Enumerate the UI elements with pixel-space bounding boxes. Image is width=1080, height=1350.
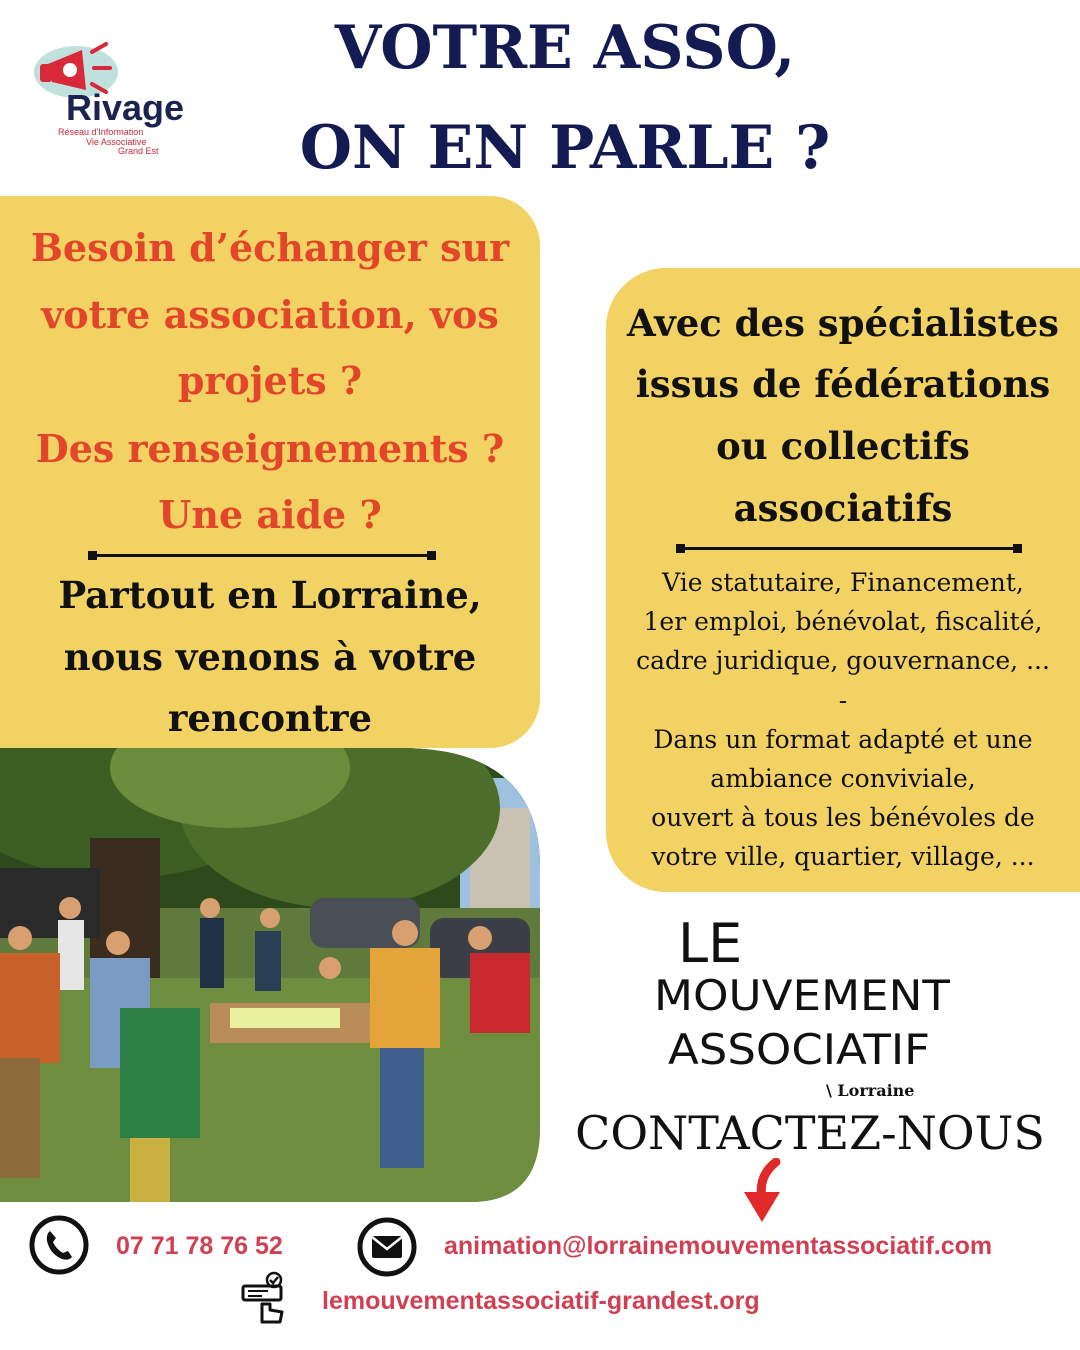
down-arrow-icon — [736, 1158, 796, 1226]
email-link[interactable]: animation@lorrainemouvementassociatif.com — [444, 1232, 993, 1260]
rivage-logo — [26, 28, 196, 158]
logo-ma-region: \ Lorraine — [826, 1081, 915, 1100]
right-body-line-1: Vie statutaire, Financement, — [662, 568, 1024, 597]
question-line-2: votre association, vos — [41, 292, 499, 337]
website-link[interactable]: lemouvementassociatif-grandest.org — [322, 1287, 760, 1315]
title-line-2: ON EN PARLE ? — [299, 113, 831, 183]
rivage-tagline-3: Grand Est — [118, 146, 159, 156]
right-divider — [680, 547, 1018, 550]
envelope-icon — [356, 1216, 418, 1278]
right-body-line-2: 1er emploi, bénévolat, fiscalité, — [643, 607, 1043, 636]
website-checklist-icon — [240, 1270, 290, 1330]
megaphone-icon — [26, 28, 196, 158]
right-heading-line-3: ou collectifs — [716, 424, 970, 468]
right-heading-line-2: issus de fédérations — [635, 362, 1051, 406]
contact-us-heading: CONTACTEZ-NOUS — [575, 1106, 1045, 1160]
question-line-1: Besoin d’échanger sur — [30, 225, 510, 270]
phone-icon — [28, 1214, 90, 1276]
question-line-4: Des renseignements ? — [35, 426, 505, 471]
right-body-line-4: - — [838, 686, 848, 715]
right-body-line-3: cadre juridique, gouvernance, ... — [636, 646, 1050, 675]
logo-ma-line-3: ASSOCIATIF — [668, 1025, 930, 1074]
phone-number-link[interactable]: 07 71 78 76 52 — [116, 1232, 283, 1260]
left-bottom-line-1: Partout en Lorraine, — [58, 573, 482, 617]
right-heading-line-4: associatifs — [733, 486, 953, 530]
left-divider — [92, 554, 432, 557]
logo-ma-line-1: LE — [678, 912, 743, 975]
left-bottom-line-3: rencontre — [167, 696, 373, 740]
left-bottom-line-2: nous venons à votre — [63, 635, 477, 679]
right-body-line-8: votre ville, quartier, village, ... — [651, 842, 1035, 871]
right-body-line-5: Dans un format adapté et une — [653, 725, 1033, 754]
question-line-3: projets ? — [177, 358, 363, 403]
rivage-tagline-2: Vie Associative — [86, 137, 147, 147]
right-body-line-6: ambiance conviviale, — [710, 764, 976, 793]
rivage-logo-name: Rivage — [66, 87, 185, 128]
right-heading-line-1: Avec des spécialistes — [627, 301, 1059, 345]
group-meeting-photo — [0, 748, 540, 1202]
rivage-tagline-1: Réseau d'Information — [58, 127, 144, 137]
mouvement-associatif-logo — [650, 906, 960, 1102]
question-line-5: Une aide ? — [158, 492, 382, 537]
title-line-1: VOTRE ASSO, — [334, 13, 796, 83]
right-body-line-7: ouvert à tous les bénévoles de — [651, 803, 1035, 832]
logo-ma-line-2: MOUVEMENT — [654, 971, 951, 1020]
